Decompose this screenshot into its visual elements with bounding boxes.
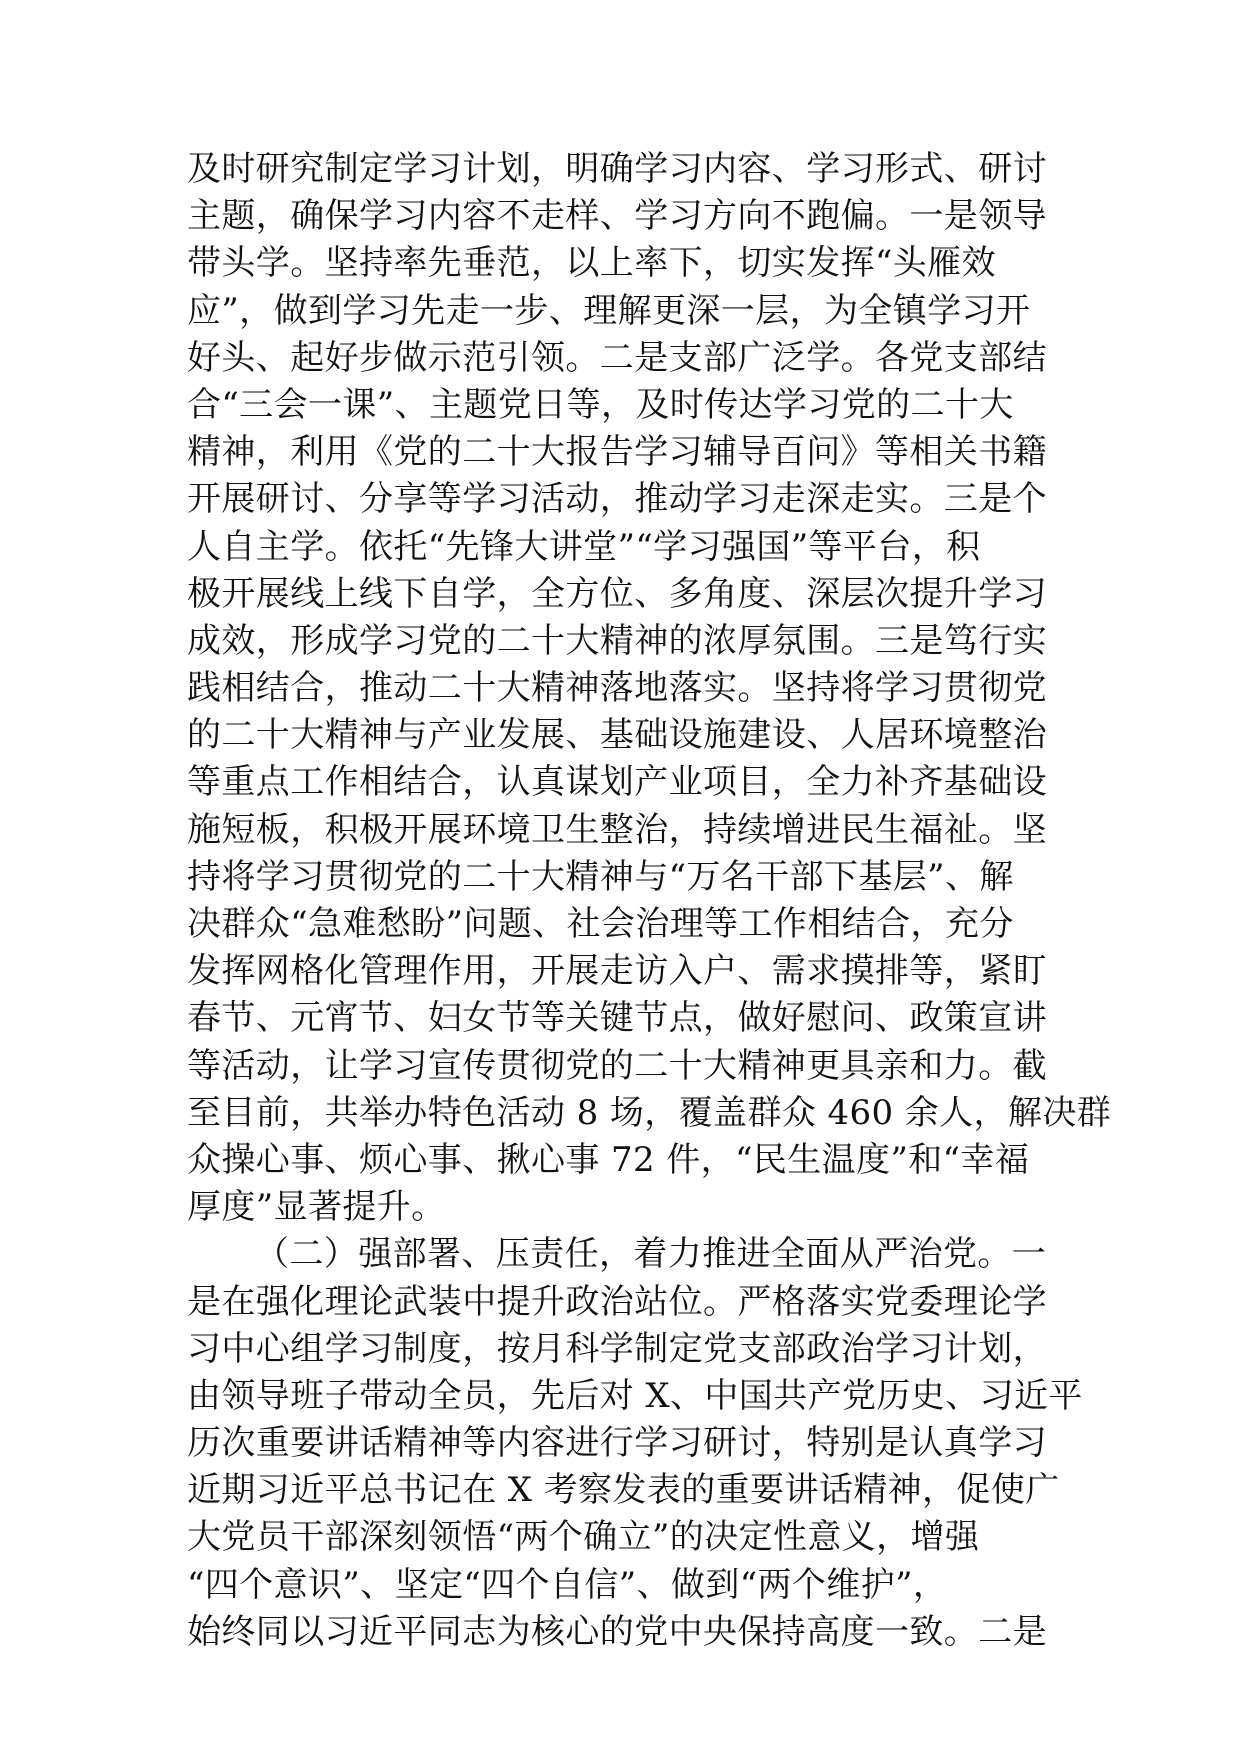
text-line: 习中心组学习制度，按月科学制定党支部政治学习计划， [187, 1328, 1047, 1369]
body-text [187, 146, 1112, 1656]
text-line: 的二十大精神与产业发展、基础设施建设、人居环境整治 [187, 715, 1047, 756]
text-line: 近期习近平总书记在 X 考察发表的重要讲话精神，促使广 [187, 1470, 1060, 1511]
text-line: 施短板，积极开展环境卫生整治，持续增进民生福祉。坚 [187, 809, 1047, 850]
text-line: 践相结合，推动二十大精神落地落实。坚持将学习贯彻党 [187, 668, 1047, 709]
text-line: 主题，确保学习内容不走样、学习方向不跑偏。一是领导 [187, 196, 1047, 237]
text-line: 厚度”显著提升。 [187, 1187, 446, 1228]
text-line: 大党员干部深刻领悟“两个确立”的决定性意义，增强 [187, 1517, 980, 1558]
text-line: 开展研讨、分享等学习活动，推动学习走深走实。三是个 [187, 479, 1047, 520]
text-line: 春节、元宵节、妇女节等关键节点，做好慰问、政策宣讲 [187, 998, 1047, 1039]
text-line: 极开展线上线下自学，全方位、多角度、深层次提升学习 [187, 573, 1047, 614]
text-line: 人自主学。依托“先锋大讲堂”“学习强国”等平台，积 [187, 526, 981, 567]
text-line: 决群众“急难愁盼”问题、社会治理等工作相结合，充分 [187, 904, 1014, 944]
text-line: 等重点工作相结合，认真谋划产业项目，全力补齐基础设 [187, 762, 1047, 803]
text-line: “四个意识”、坚定“四个自信”、做到“两个维护”， [187, 1564, 948, 1605]
text-line: 持将学习贯彻党的二十大精神与“万名干部下基层”、解 [187, 856, 1014, 897]
text-line: 好头、起好步做示范引领。二是支部广泛学。各党支部结 [187, 337, 1047, 378]
text-line: 始终同以习近平同志为核心的党中央保持高度一致。二是 [187, 1611, 1047, 1652]
text-line: 历次重要讲话精神等内容进行学习研讨，特别是认真学习 [187, 1423, 1047, 1464]
text-line: 合“三会一课”、主题党日等，及时传达学习党的二十大 [187, 384, 1014, 425]
text-line: 众操心事、烦心事、揪心事 72 件，“民生温度”和“幸福 [187, 1139, 1030, 1180]
text-line: 应”，做到学习先走一步、理解更深一层，为全镇学习开 [187, 290, 1031, 331]
text-line: 及时研究制定学习计划，明确学习内容、学习形式、研讨 [187, 149, 1047, 189]
text-line: 等活动，让学习宣传贯彻党的二十大精神更具亲和力。截 [187, 1045, 1047, 1086]
text-line: 是在强化理论武装中提升政治站位。严格落实党委理论学 [187, 1281, 1047, 1322]
text-line: 至目前，共举办特色活动 8 场，覆盖群众 460 余人，解决群 [187, 1092, 1112, 1133]
text-line: 成效，形成学习党的二十大精神的浓厚氛围。三是笃行实 [187, 620, 1047, 661]
text-line: 由领导班子带动全员，先后对 X、中国共产党历史、习近平 [187, 1375, 1083, 1416]
text-line: 发挥网格化管理作用，开展走访入户、需求摸排等，紧盯 [187, 951, 1047, 992]
section-heading-line: （二）强部署、压责任，着力推进全面从严治党。一 [255, 1234, 1047, 1275]
text-line: 带头学。坚持率先垂范，以上率下，切实发挥“头雁效 [187, 243, 996, 284]
text-line: 精神，利用《党的二十大报告学习辅导百问》等相关书籍 [187, 432, 1047, 473]
